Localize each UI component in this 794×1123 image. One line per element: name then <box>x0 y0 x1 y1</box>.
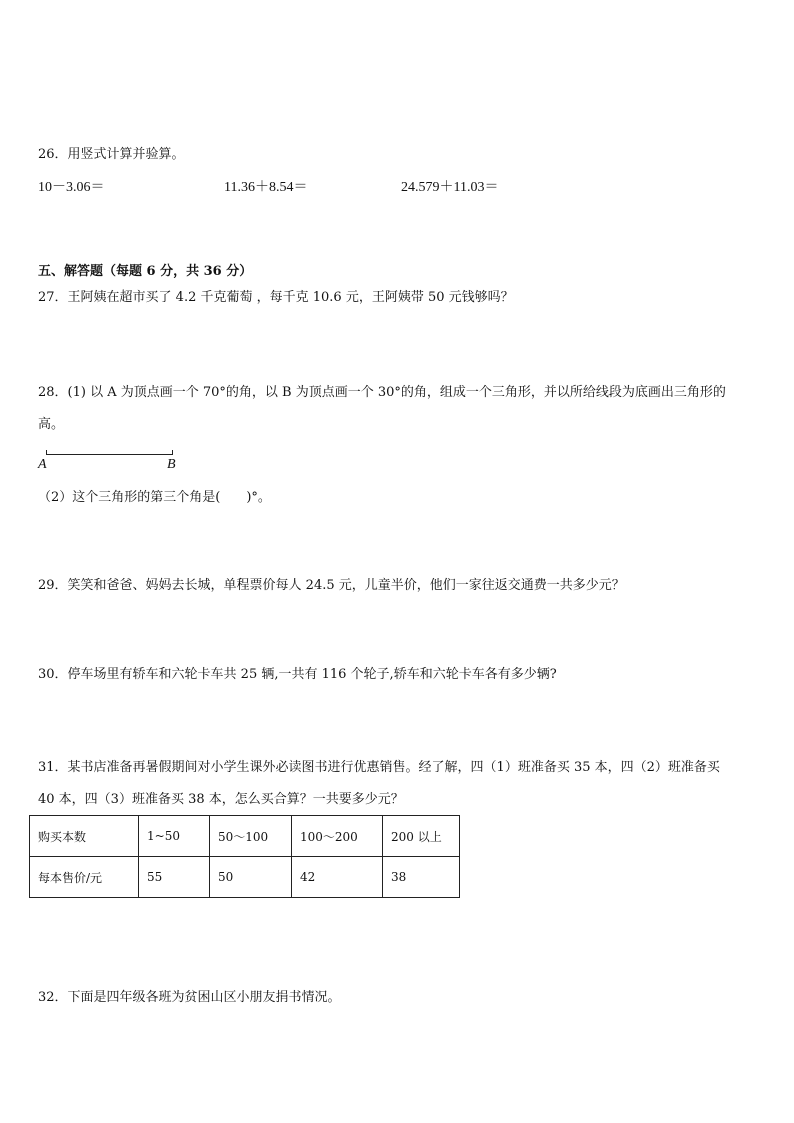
q26-expression-1: 10－3.06＝ <box>38 180 105 195</box>
table-cell: 38 <box>383 857 460 898</box>
segment-tick-a <box>46 450 47 455</box>
q26-title: 26．用竖式计算并验算。 <box>38 147 185 162</box>
table-cell: 200 以上 <box>383 816 460 857</box>
segment-line <box>46 454 172 455</box>
segment-tick-b <box>172 450 173 455</box>
point-b-label: B <box>167 457 176 472</box>
table-cell: 42 <box>292 857 383 898</box>
table-cell: 1~50 <box>139 816 210 857</box>
point-a-label: A <box>38 457 47 472</box>
table-cell: 55 <box>139 857 210 898</box>
table-row <box>30 857 460 898</box>
table-cell: 购买本数 <box>30 816 139 857</box>
table-cell: 每本售价/元 <box>30 857 139 898</box>
q27-text: 27．王阿姨在超市买了 4.2 千克葡萄 ，每千克 10.6 元，王阿姨带 50 元钱够吗？ <box>38 290 514 305</box>
q31-line-2: 40 本，四（3）班准备买 38 本，怎么买合算？一共要多少元？ <box>38 792 404 807</box>
q31-line-1: 31．某书店准备再暑假期间对小学生课外必读图书进行优惠销售。经了解，四（1）班准备买 35 本，四（2）班准备买 <box>38 760 720 775</box>
q26-expression-2: 11.36＋8.54＝ <box>224 180 308 195</box>
q29-text: 29．笑笑和爸爸、妈妈去长城，单程票价每人 24.5 元，儿童半价，他们一家往返交通费一共多少元？ <box>38 578 625 593</box>
table-cell: 50 <box>210 857 292 898</box>
q28-line-2: 高。 <box>38 417 65 432</box>
section-heading: 五、解答题（每题 6 分，共 36 分） <box>38 264 253 279</box>
q28-part-2: （2）这个三角形的第三个角是( )°。 <box>38 490 271 505</box>
q32-text: 32．下面是四年级各班为贫困山区小朋友捐书情况。 <box>38 990 341 1005</box>
price-table <box>29 815 460 898</box>
q30-text: 30．停车场里有轿车和六轮卡车共 25 辆,一共有 116 个轮子,轿车和六轮卡车各有多少辆? <box>38 667 557 682</box>
table-row <box>30 816 460 857</box>
table-cell: 50～100 <box>210 816 292 857</box>
q26-expression-3: 24.579＋11.03＝ <box>401 180 499 195</box>
q28-line-1: 28．(1) 以 A 为顶点画一个 70°的角，以 B 为顶点画一个 30°的角，组成一个三角形，并以所给线段为底画出三角形的 <box>38 385 726 400</box>
table-cell: 100～200 <box>292 816 383 857</box>
